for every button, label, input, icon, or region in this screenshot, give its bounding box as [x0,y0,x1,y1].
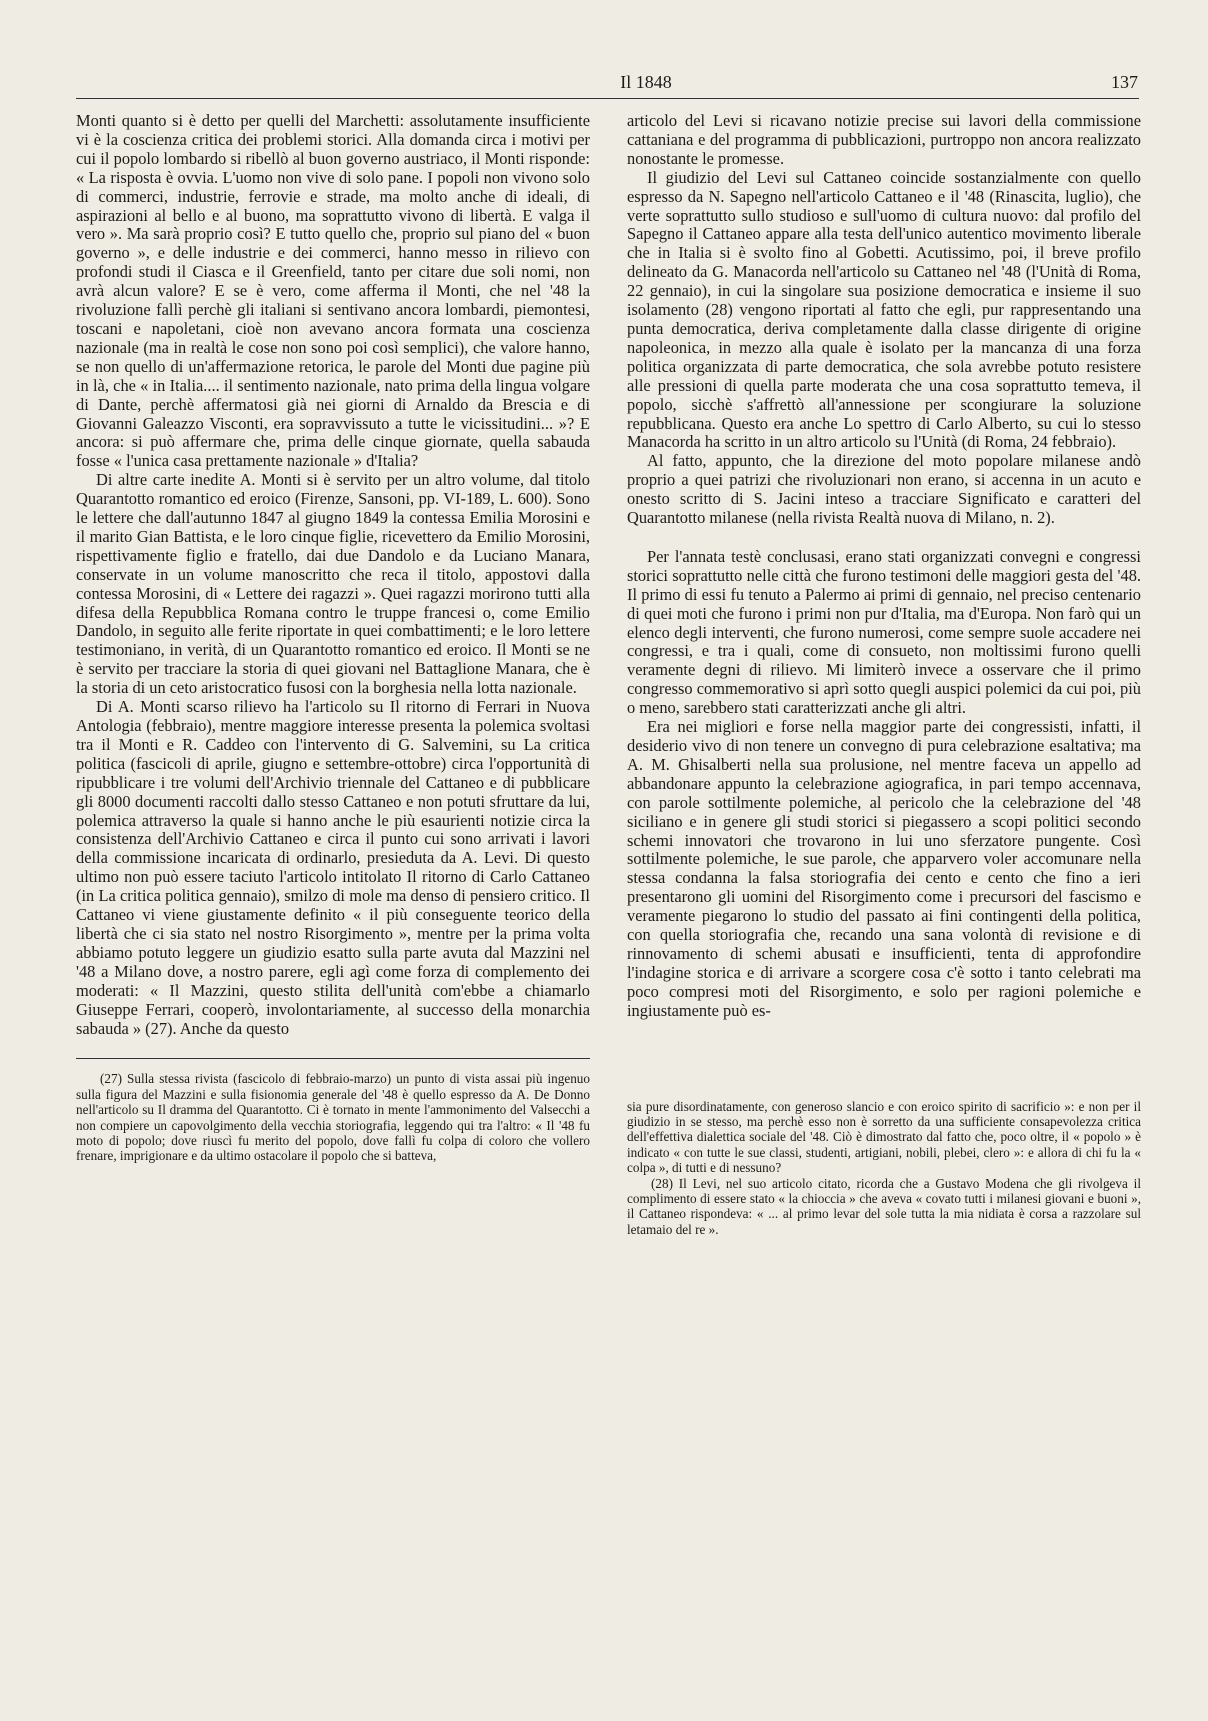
right-column [627,112,1141,1237]
footnote-separator [76,1058,590,1059]
running-head [0,72,1208,96]
running-title: Il 1848 [620,72,672,92]
footnote-27-continued: sia pure disordinatamente, con generoso slancio e con eroico spirito di sacrificio »: e non per il giudizio in se stesso, ma perchè esso non è sorretto da una sufficiente consapevolezza critica dell'effettiva dialettica sociale del '48. Ciò è dimostrato dal fatto che, poco oltre, il « popolo » è indicato « con tutte le sue classi, studenti, artigiani, nobili, plebei, clero »: e allora di chi fu la « colpa », di tutti e di nessuno? [627,1098,1141,1176]
body-paragraph: Era nei migliori e forse nella maggior parte dei congressisti, infatti, il desiderio vivo di non tenere un convegno di pura celebrazione esaltativa; ma A. M. Ghisalberti nella sua prolusione, nel mentre faceva un appello ad abbandonare appunto la celebrazione agiografica, in pari tempo accennava, con parole sottilmente polemiche, al pericolo che la celebrazione del '48 siciliano e in genere gli studi storici si piegassero a scopi politici secondo schemi innovatori che trovarono in lui uno sferzatore pungente. Così sottilmente polemiche, le sue parole, che apparvero voler accomunare nella stessa condanna la falsa storiografia dei cento e cento che fino a ieri presentarono gli uomini del Risorgimento come i precursori del fascismo e veramente piegarono lo studio del passato ai fini contingenti della politica, con quella storiografia che, recando una sana volontà di revisione e di rinnovamento di schemi abusati e insufficienti, tenta di approfondire l'indagine storica e di arrivare a scorgere cosa c'è sotto i tanto celebrati ma poco compresi moti del Risorgimento, e solo per ragioni polemiche e ingiustamente può es- [627,717,1141,1020]
body-paragraph: Monti quanto si è detto per quelli del Marchetti: assolutamente insufficiente vi è la coscienza critica dei problemi storici. Alla domanda circa i motivi per cui il popolo lombardo si ribellò al buon governo austriaco, il Monti risponde: « La risposta è ovvia. L'uomo non vive di solo pane. I popoli non vivono solo di commerci, industrie, ferrovie e strade, ma molto anche di ideali, di aspirazioni al bello e al buono, ma soprattutto vivono di libertà. E valga il vero ». Ma sarà proprio così? E tutto quello che, proprio sul piano del « buon governo », e delle industrie e dei commerci, hanno messo in rilievo con profondi studi il Ciasca e il Greenfield, tanto per citare due soli nomi, non avrà alcun valore? E se è vero, come afferma il Monti, che nel '48 la rivoluzione fallì perchè gli italiani si sentivano ancora lombardi, piemontesi, toscani e napoletani, cioè non avevano ancora formata una coscienza nazionale (ma in realtà le cose non sono poi così semplici), che valore hanno, se non quello di un'affermazione retorica, le parole del Monti due pagine più in là, che « in Italia.... il sentimento nazionale, nato prima della lingua volgare di Dante, perchè affermatosi già nei giorni di Arnaldo da Brescia e di Giovanni Galeazzo Visconti, era sopravvissuto a tutte le vicissitudini... »? E ancora: si può affermare che, prima delle cinque giornate, quella sabauda fosse « l'unica casa prettamente nazionale » d'Italia? [76,111,590,471]
footnote-28: (28) Il Levi, nel suo articolo citato, ricorda che a Gustavo Modena che gli rivolgeva il complimento di essere stato « la chioccia » che aveva « covato tutti i milanesi giovani e buoni », il Cattaneo rispondeva: « ... al primo levar del sole tutta la mia nidiata è corsa a razzolare sul letamaio del re ». [627,1175,1141,1237]
body-paragraph: Di A. Monti scarso rilievo ha l'articolo su Il ritorno di Ferrari in Nuova Antologia (febbraio), mentre maggiore interesse presenta la polemica svoltasi tra il Monti e R. Caddeo con l'intervento di G. Salvemini, su La critica politica (fascicoli di aprile, giugno e settembre-ottobre) circa l'opportunità di ripubblicare i tre volumi dell'Archivio triennale del Cattaneo e di pubblicare gli 8000 documenti raccolti dallo stesso Cattaneo e non potuti sfruttare da lui, polemica attraverso la quale si hanno anche le più esaurienti notizie circa la consistenza dell'Archivio Cattaneo e circa il punto cui sono arrivati i lavori della commissione incaricata di ordinarlo, presieduta da A. Levi. Di questo ultimo non può essere taciuto l'articolo intitolato Il ritorno di Carlo Cattaneo (in La critica politica gennaio), smilzo di mole ma denso di pensiero critico. Il Cattaneo vi viene giustamente definito « il più conseguente teorico della libertà che ci sia stato nel nostro Risorgimento », mentre per la prima volta abbiamo potuto leggere un giudizio esatto sulla parte avuta dal Mazzini nel '48 a Milano dove, a nostro parere, egli agì come forza di complemento dei moderati: « Il Mazzini, questo stilita dell'unità com'ebbe a chiamarlo Giuseppe Ferrari, cooperò, involontariamente, al successo della monarchia sabauda » (27). Anche da questo [76,697,590,1038]
body-paragraph: Al fatto, appunto, che la direzione del moto popolare milanese andò proprio a quei patrizi che rivoluzionari non erano, si accenna in un acuto e onesto scritto di S. Jacini inteso a tracciare Significato e caratteri del Quarantotto milanese (nella rivista Realtà nuova di Milano, n. 2). [627,451,1141,528]
body-paragraph: articolo del Levi si ricavano notizie precise sui lavori della commissione cattaniana e del programma di pubblicazioni, purtroppo non ancora realizzato nonostante le promesse. [627,111,1141,168]
left-column [76,112,590,1164]
right-footnotes [627,1099,1141,1238]
header-rule [76,98,1139,99]
body-paragraph: Di altre carte inedite A. Monti si è servito per un altro volume, dal titolo Quarantotto romantico ed eroico (Firenze, Sansoni, pp. VI-189, L. 600). Sono le lettere che dall'autunno 1847 al giugno 1849 la contessa Emilia Morosini e il marito Gian Battista, e le loro cinque figlie, ricevettero da Emilio Morosini, rispettivamente figlio e fratello, dai due Dandolo e da Luciano Manara, conservate in un volume manoscritto che reca il titolo, appostovi dalla contessa Morosini, di « Lettere dei ragazzi ». Quei ragazzi morirono tutti alla difesa della Repubblica Romana contro le truppe francesi o, come Emilio Dandolo, in seguito alle ferite riportate in quei combattimenti; e le loro lettere testimoniano, in verità, di un Quarantotto romantico ed eroico. Il Monti se ne è servito per tracciare la storia di quei giovani nel Battaglione Manara, che è la storia di un ceto aristocratico fusosi con la borghesia nella lotta nazionale. [76,470,590,698]
body-paragraph: Il giudizio del Levi sul Cattaneo coincide sostanzialmente con quello espresso da N. Sapegno nell'articolo Cattaneo e il '48 (Rinascita, luglio), che verte soprattutto sullo studioso e sull'uomo di cultura nuovo: dal profilo del Sapegno il Cattaneo appare alla testa dell'unico autentico movimento liberale che in Italia si è svolto fino al Gobetti. Acutissimo, poi, il breve profilo delineato da G. Manacorda nell'articolo su Cattaneo nel '48 (l'Unità di Roma, 22 gennaio), in cui la singolare sua posizione democratica e insieme il suo isolamento (28) vengono riportati al fatto che egli, pur rappresentando una punta democratica, deriva completamente dalla classe dirigente di origine napoleonica, in mezzo alla quale è isolato per la mancanza di una forza politica organizzata di parte democratica, che sola avrebbe potuto resistere alle pressioni di quella parte moderata che una cosa soprattutto temeva, il popolo, sicchè s'affrettò all'annessione per scongiurare la soluzione repubblicana. Questo era anche Lo spettro di Carlo Alberto, su cui lo stesso Manacorda ha scritto in un altro articolo su l'Unità (di Roma, 24 febbraio). [627,167,1141,452]
body-paragraph: Per l'annata testè conclusasi, erano stati organizzati convegni e congressi storici soprattutto nelle città che furono testimoni delle maggiori gesta del '48. Il primo di essi fu tenuto a Palermo ai primi di gennaio, nel preciso centenario di quei moti che furono i primi non pur d'Italia, ma d'Europa. Non farò qui un elenco degli interventi, che furono numerosi, come sempre suole accadere nei congressi, e tra i quali, come di consueto, non moltissimi furono quelli veramente degni di rilievo. Mi limiterò invece a osservare che il primo congresso commemorativo si aprì sotto quegli auspici polemici da cui poi, più o meno, sarebbero stati caratterizzati anche gli altri. [627,546,1141,718]
left-footnotes [76,1071,590,1163]
footnote-27: (27) Sulla stessa rivista (fascicolo di febbraio-marzo) un punto di vista assai più ingenuo sulla figura del Mazzini e sulla fisionomia generale del '48 è quello espresso da A. De Donno nell'articolo su Il dramma del Quarantotto. Ci è tornato in mente l'ammonimento del Valsecchi a non compiere un capovolgimento della vecchia storiografia, leggendo qui tra l'altro: « Il '48 fu moto di popolo; dove riuscì fu merito del popolo, dove fallì fu colpa di coloro che vollero frenare, imprigionare e da ultimo ostacolare il popolo che si batteva, [76,1071,590,1164]
page-number: 137 [1111,72,1138,92]
